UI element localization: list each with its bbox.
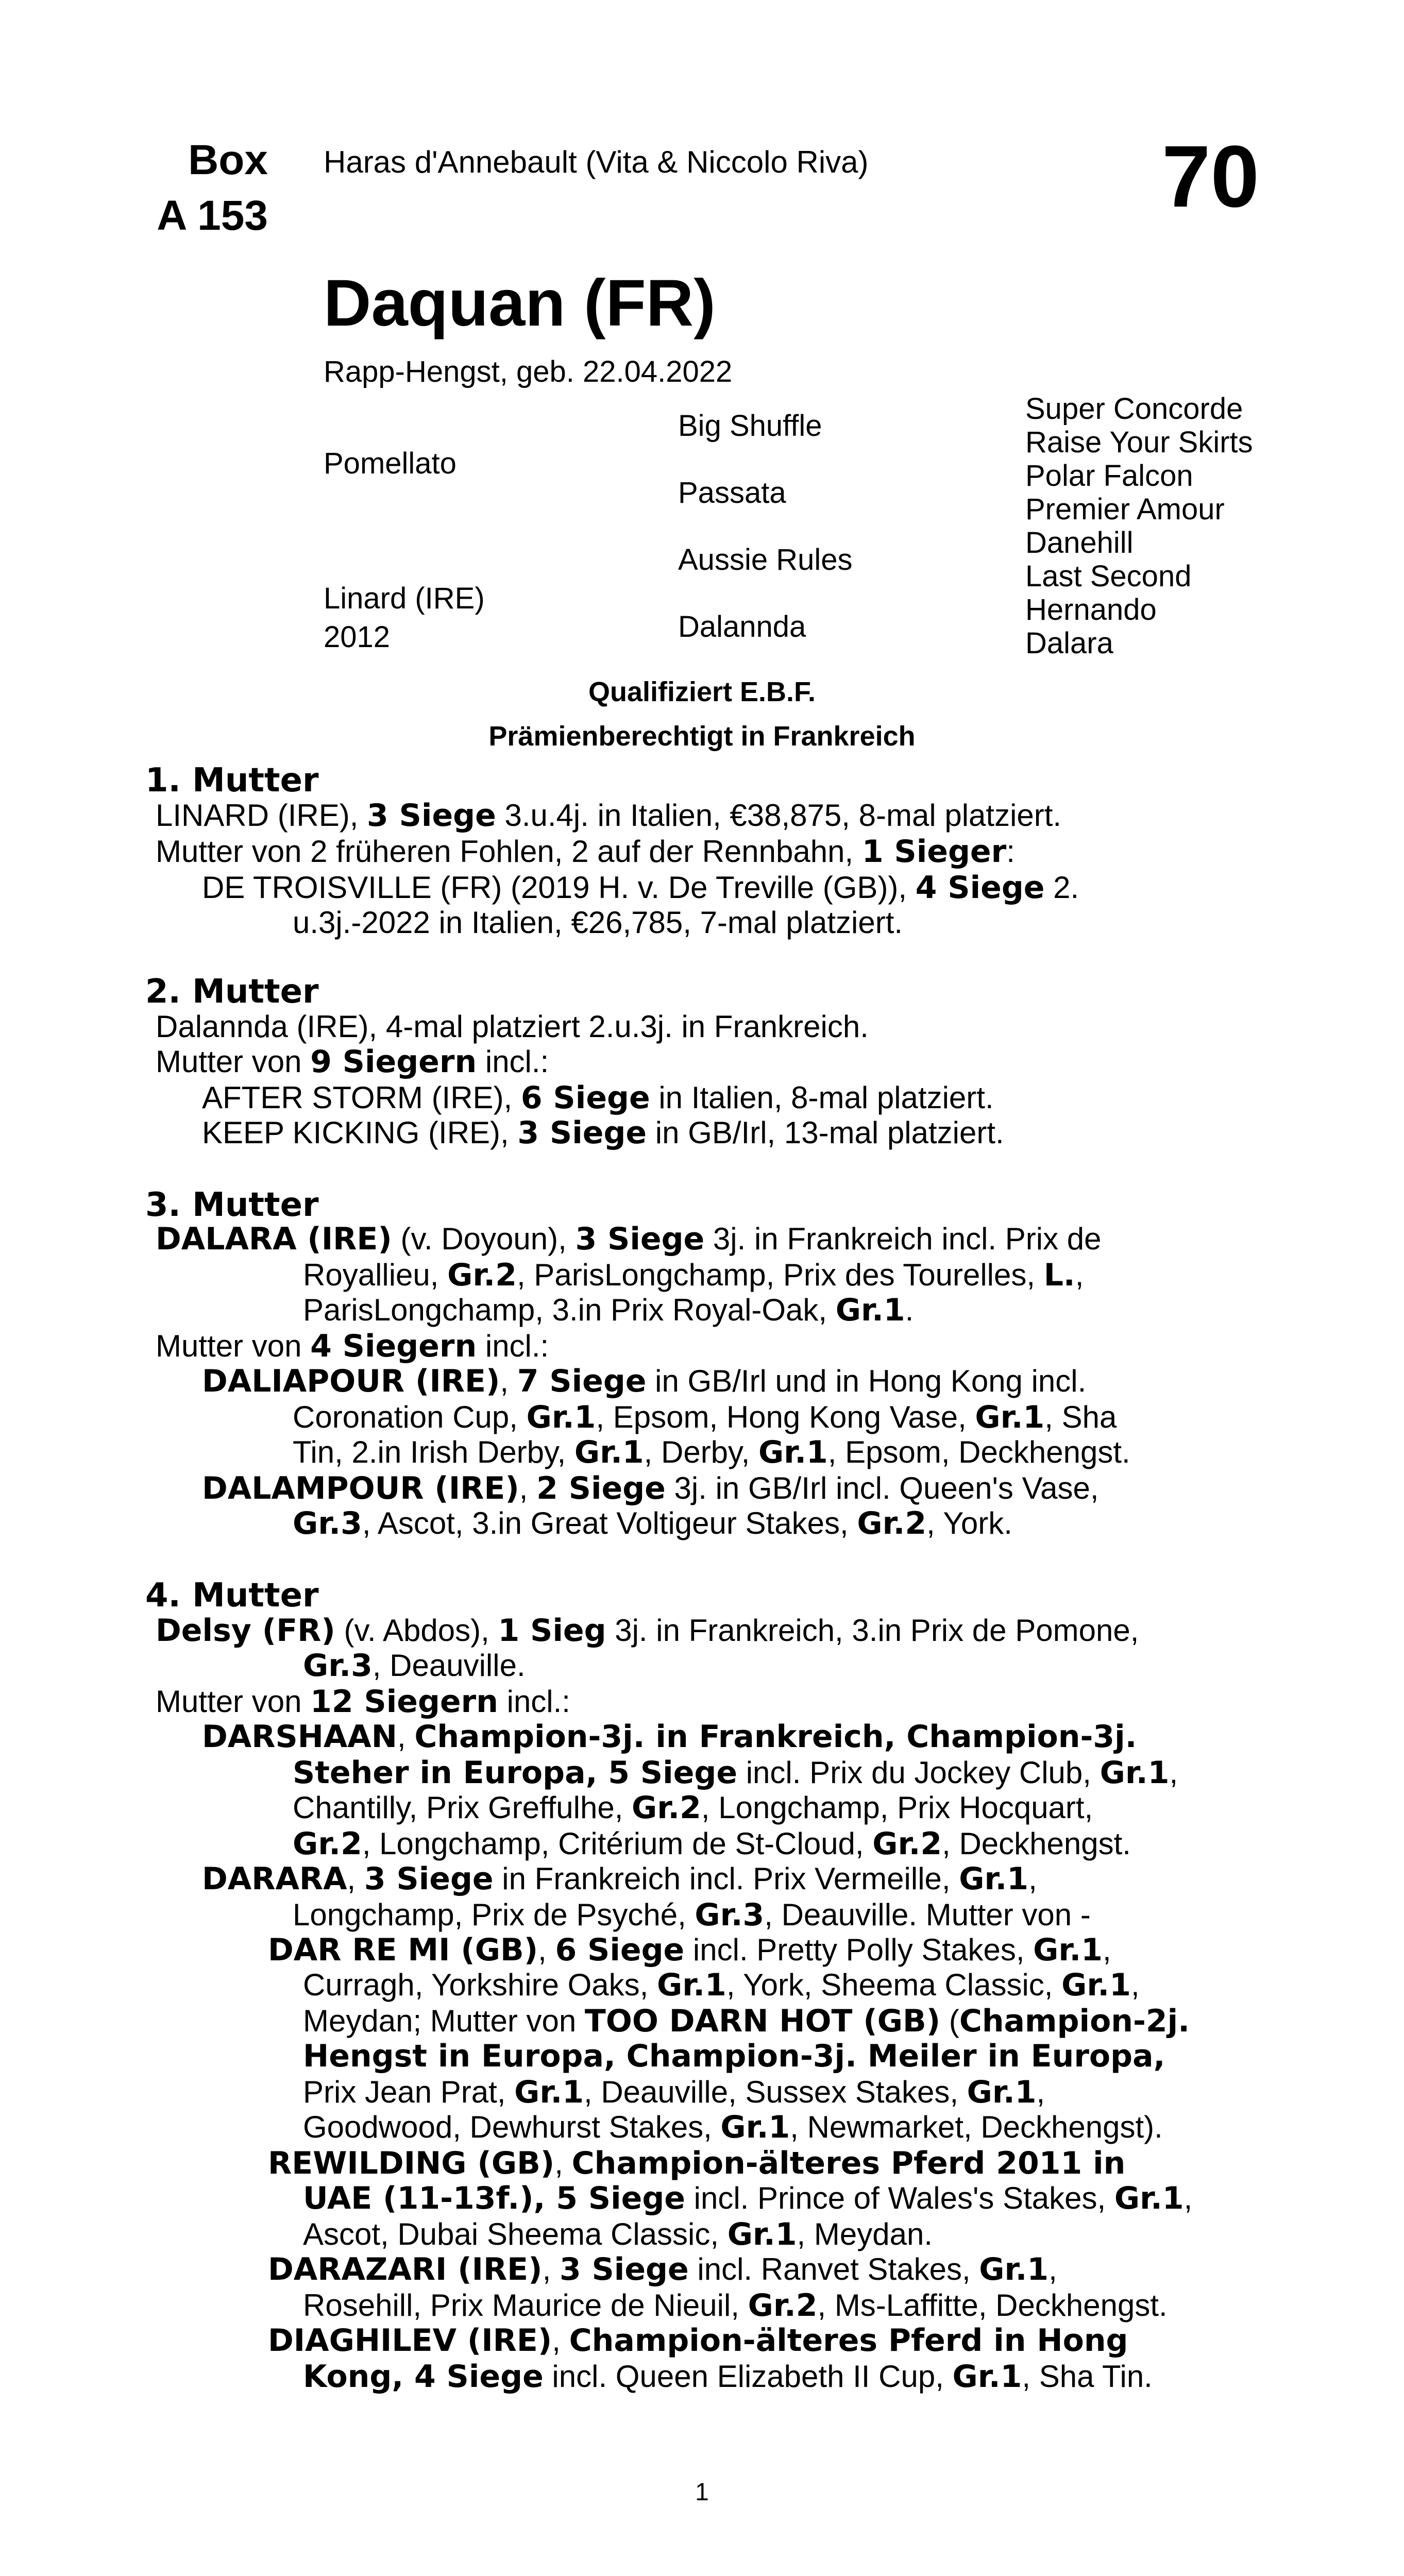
- owner: Haras d'Annebault (Vita & Niccolo Riva): [324, 145, 869, 179]
- lot-number: 70: [1162, 128, 1260, 226]
- text-line: DALAMPOUR (IRE), 2 Siege 3j. in GB/Irl incl. Queen's Vase,: [202, 1470, 1099, 1506]
- pedigree-great-grandparent: Dalara: [1025, 626, 1113, 660]
- section-heading: 4. Mutter: [145, 1577, 319, 1615]
- pedigree-great-grandparent: Super Concorde: [1025, 392, 1243, 426]
- qualified-note: Qualifiziert E.B.F.: [588, 676, 816, 707]
- horse-name: Daquan (FR): [324, 266, 716, 340]
- text-line: DARARA, 3 Siege in Frankreich incl. Prix Vermeille, Gr.1,: [202, 1861, 1037, 1897]
- text-line: DALIAPOUR (IRE), 7 Siege in GB/Irl und in Hong Kong incl.: [202, 1363, 1087, 1399]
- text-line: Rosehill, Prix Maurice de Nieuil, Gr.2, Ms-Laffitte, Deckhengst.: [303, 2287, 1168, 2324]
- text-line: Meydan; Mutter von TOO DARN HOT (GB) (Champion-2j.: [303, 2003, 1190, 2039]
- pedigree-great-grandparent: Hernando: [1025, 593, 1157, 626]
- text-line: Royallieu, Gr.2, ParisLongchamp, Prix des Tourelles, L.,: [303, 1257, 1084, 1293]
- section-heading: 1. Mutter: [145, 761, 319, 800]
- pedigree-great-grandparent: Danehill: [1025, 526, 1134, 560]
- text-line: Chantilly, Prix Greffulhe, Gr.2, Longchamp, Prix Hocquart,: [293, 1790, 1093, 1826]
- pedigree-dam: Linard (IRE): [324, 582, 485, 615]
- pedigree-great-grandparent: Polar Falcon: [1025, 459, 1193, 493]
- pedigree-grandparent: Dalannda: [678, 610, 806, 643]
- text-line: Steher in Europa, 5 Siege incl. Prix du Jockey Club, Gr.1,: [293, 1755, 1178, 1791]
- pedigree-great-grandparent: Raise Your Skirts: [1025, 426, 1253, 459]
- text-line: LINARD (IRE), 3 Siege 3.u.4j. in Italien, €38,875, 8-mal platziert.: [156, 798, 1062, 834]
- text-line: ParisLongchamp, 3.in Prix Royal-Oak, Gr.1.: [303, 1292, 914, 1328]
- section-heading: 3. Mutter: [145, 1186, 319, 1224]
- text-line: Delsy (FR) (v. Abdos), 1 Sieg 3j. in Frankreich, 3.in Prix de Pomone,: [156, 1613, 1139, 1649]
- text-line: Mutter von 12 Siegern incl.:: [156, 1684, 570, 1720]
- text-line: UAE (11-13f.), 5 Siege incl. Prince of Wales's Stakes, Gr.1,: [303, 2180, 1193, 2216]
- horse-description: Rapp-Hengst, geb. 22.04.2022: [324, 355, 733, 388]
- text-line: Coronation Cup, Gr.1, Epsom, Hong Kong Vase, Gr.1, Sha: [293, 1399, 1117, 1435]
- text-line: DALARA (IRE) (v. Doyoun), 3 Siege 3j. in Frankreich incl. Prix de: [156, 1221, 1102, 1257]
- box-number: A 153: [157, 192, 268, 239]
- text-line: Goodwood, Dewhurst Stakes, Gr.1, Newmarket, Deckhengst).: [303, 2109, 1163, 2145]
- premium-note: Prämienberechtigt in Frankreich: [488, 721, 916, 752]
- text-line: DAR RE MI (GB), 6 Siege incl. Pretty Polly Stakes, Gr.1,: [268, 1932, 1111, 1968]
- text-line: Gr.3, Ascot, 3.in Great Voltigeur Stakes, Gr.2, York.: [293, 1505, 1012, 1541]
- text-line: Mutter von 2 früheren Fohlen, 2 auf der Rennbahn, 1 Sieger:: [156, 834, 1015, 870]
- text-line: Kong, 4 Siege incl. Queen Elizabeth II Cup, Gr.1, Sha Tin.: [303, 2359, 1153, 2395]
- text-line: Ascot, Dubai Sheema Classic, Gr.1, Meydan.: [303, 2216, 933, 2252]
- text-line: Curragh, Yorkshire Oaks, Gr.1, York, Sheema Classic, Gr.1,: [303, 1967, 1140, 2003]
- text-line: Mutter von 9 Siegern incl.:: [156, 1044, 549, 1080]
- text-line: u.3j.-2022 in Italien, €26,785, 7-mal platziert.: [293, 905, 903, 940]
- pedigree-great-grandparent: Premier Amour: [1025, 493, 1225, 526]
- text-line: KEEP KICKING (IRE), 3 Siege in GB/Irl, 13-mal platziert.: [202, 1115, 1004, 1151]
- text-line: Longchamp, Prix de Psyché, Gr.3, Deauville. Mutter von -: [293, 1897, 1091, 1933]
- pedigree-sire: Pomellato: [324, 447, 456, 480]
- text-line: Tin, 2.in Irish Derby, Gr.1, Derby, Gr.1, Epsom, Deckhengst.: [293, 1434, 1130, 1470]
- text-line: Gr.3, Deauville.: [303, 1648, 526, 1684]
- pedigree-grandparent: Aussie Rules: [678, 543, 853, 577]
- text-line: DE TROISVILLE (FR) (2019 H. v. De Treville (GB)), 4 Siege 2.: [202, 870, 1079, 906]
- text-line: Gr.2, Longchamp, Critérium de St-Cloud, Gr.2, Deckhengst.: [293, 1826, 1131, 1862]
- text-line: DARSHAAN, Champion-3j. in Frankreich, Champion-3j.: [202, 1719, 1137, 1755]
- box-label: Box: [188, 137, 268, 183]
- text-line: DIAGHILEV (IRE), Champion-älteres Pferd in Hong: [268, 2323, 1128, 2359]
- text-line: Dalannda (IRE), 4-mal platziert 2.u.3j. in Frankreich.: [156, 1009, 869, 1044]
- pedigree-grandparent: Passata: [678, 476, 786, 510]
- text-line: Hengst in Europa, Champion-3j. Meiler in Europa,: [303, 2038, 1165, 2074]
- section-heading: 2. Mutter: [145, 973, 319, 1011]
- pedigree-great-grandparent: Last Second: [1025, 560, 1192, 593]
- text-line: REWILDING (GB), Champion-älteres Pferd 2011 in: [268, 2145, 1126, 2181]
- pedigree-dam-year: 2012: [324, 620, 391, 654]
- text-line: Prix Jean Prat, Gr.1, Deauville, Sussex Stakes, Gr.1,: [303, 2074, 1045, 2110]
- pedigree-grandparent: Big Shuffle: [678, 409, 822, 443]
- text-line: DARAZARI (IRE), 3 Siege incl. Ranvet Stakes, Gr.1,: [268, 2251, 1057, 2287]
- text-line: AFTER STORM (IRE), 6 Siege in Italien, 8-mal platziert.: [202, 1080, 994, 1116]
- text-line: Mutter von 4 Siegern incl.:: [156, 1328, 549, 1364]
- page-number: 1: [695, 2479, 709, 2506]
